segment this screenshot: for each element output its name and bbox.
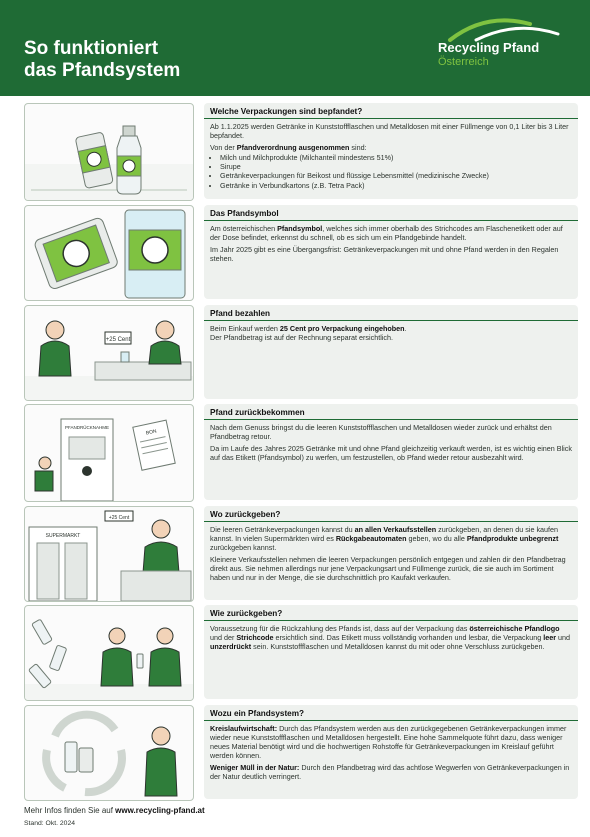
text: und (556, 633, 571, 643)
text: zurückgeben, an denen du sie kaufen kannst. In vielen Supermärkten wird es (210, 525, 559, 544)
text: Am österreichischen (210, 224, 278, 233)
section-heading: Wozu ein Pfandsystem? (204, 705, 578, 721)
paragraph (210, 143, 572, 152)
handover-illustration (24, 605, 194, 701)
paragraph (210, 724, 572, 760)
panel-wie-zurueckgeben (204, 605, 578, 699)
text: zurückgeben kannst. (210, 543, 277, 553)
list-item: • Getränke in Verbundkartons (z.B. Tetra Pack) (220, 181, 572, 190)
section-heading: Das Pfandsymbol (204, 205, 578, 221)
text: geben, wo du alle (406, 534, 467, 544)
paragraph (210, 763, 572, 781)
recycling-cycle-illustration (24, 705, 194, 801)
bold-text: Pfandsymbol (277, 224, 323, 233)
section-heading: Wo zurückgeben? (204, 506, 578, 522)
section-heading: Wie zurückgeben? (204, 605, 578, 621)
text: Von der (210, 143, 237, 153)
bold-text: an allen Verkaufsstellen (354, 525, 437, 534)
title-line-1: So funktioniert (24, 38, 159, 59)
pfandsymbol-illustration (24, 205, 194, 301)
bold-text: Pfandprodukte unbegrenzt (466, 534, 559, 544)
bold-text: 25 Cent pro Verpackung eingehoben (279, 324, 405, 333)
paragraph (210, 624, 572, 651)
store-illustration (24, 506, 194, 602)
panel-bepfandet (204, 103, 578, 199)
header-banner (0, 0, 590, 96)
text: Voraussetzung für die Rückzahlung des Pfands ist, dass auf der Verpackung das (210, 624, 470, 633)
checkout-illustration (24, 305, 194, 401)
text: sein. Kunststoffflaschen und Metalldosen kannst du mit oder ohne Verschluss zurückgeben. (251, 642, 545, 652)
exception-list (210, 153, 572, 189)
list-item: • Getränkeverpackungen für Beikost und flüssige Lebensmittel (medizinische Zwecke) (220, 171, 572, 180)
recycling-pfand-logo (438, 18, 568, 82)
page-title (24, 38, 264, 82)
list-item: • Sirupe (220, 162, 572, 171)
store-sign: SUPERMARKT (45, 533, 81, 539)
section-heading: Welche Verpackungen sind bepfandet? (204, 103, 578, 119)
text: Die leeren Getränkeverpackungen kannst du (210, 525, 355, 534)
bold-text: leer (543, 633, 557, 643)
panel-wo-zurueckgeben (204, 506, 578, 600)
footer-text: Mehr Infos finden Sie auf (24, 806, 116, 815)
list-item: • Milch und Milchprodukte (Milchanteil mindestens 51%) (220, 153, 572, 162)
bold-text: Rückgabeautomaten (335, 534, 407, 544)
paragraph: Da im Laufe des Jahres 2025 Getränke mit und ohne Pfand gleichzeitig verkauft werden, ist es wichtig einen Blick auf das Etikett (Pfandsymbol) zu werfen, um festzustellen, ob Pfand wieder retour ausbezahlt wird. (210, 444, 572, 463)
bold-text: Kreislaufwirtschaft: (210, 724, 278, 733)
paragraph: Im Jahr 2025 gibt es eine Übergangsfrist: Getränkeverpackungen mit und ohne Pfand werden in den Regalen stehen. (210, 245, 559, 264)
text: Beim Einkauf werden (210, 324, 280, 333)
bold-text: Pfandverordnung ausgenommen (236, 143, 350, 153)
date-stamp: Stand: Okt. 2024 (24, 820, 76, 827)
bold-text: Weniger Müll in der Natur: (210, 763, 300, 773)
machine-label: PFANDRÜCKNAHME (64, 425, 110, 430)
text: ersichtlich sind. Das Etikett muss vollständig vorhanden und lesbar, die Verpackung (273, 633, 544, 643)
logo-text: Recycling Pfand (438, 40, 540, 55)
panel-pfandsymbol (204, 205, 578, 299)
text: und der (210, 633, 237, 643)
paragraph (210, 224, 572, 242)
panel-pfand-bezahlen (204, 305, 578, 399)
bold-text: Strichcode (236, 633, 274, 643)
paragraph (210, 525, 572, 552)
bold-text: österreichische Pfandlogo (469, 624, 560, 633)
logo-subtext: Österreich (438, 56, 489, 68)
bottle-can-illustration (24, 103, 194, 201)
bold-text: unzerdrückt (210, 642, 252, 652)
paragraph: Nach dem Genuss bringst du die leeren Kunststoffflaschen und Metalldosen wieder zurück und erhältst den Pfandbetrag retour. (210, 423, 552, 442)
title-line-2: das Pfandsystem (24, 60, 181, 81)
panel-pfand-zurueck (204, 404, 578, 500)
paragraph (210, 324, 572, 333)
logo-arc-icon (446, 18, 566, 42)
panel-wozu-pfandsystem (204, 705, 578, 799)
text: Durch das Pfandsystem werden aus den zurückgegebenen Getränkeverpackungen immer wieder neue Kunststoffflaschen und Metalldosen hergestellt. Eine hohe Sammelquote führt dazu, dass weniger neues Material benötigt wird und die hochwertigen Rohstoffe für Getränkeverpackungen im Kreislauf geführt werden können. (210, 724, 567, 761)
receipt-label: BON (145, 428, 158, 437)
paragraph: Ab 1.1.2025 werden Getränke in Kunststoffflaschen und Metalldosen mit einer Füllmenge von 0,1 Liter bis 3 Liter bepfandet. (210, 122, 569, 141)
text: . (404, 324, 407, 333)
paragraph: Der Pfandbetrag ist auf der Rechnung separat ersichtlich. (210, 333, 393, 343)
footer-info (24, 806, 205, 815)
website-link[interactable]: www.recycling-pfand.at (115, 806, 205, 815)
price-tag-label: +25 Cent (105, 337, 131, 343)
text: Durch den Pfandbetrag wird das achtlose Wegwerfen von Getränkeverpackungen in der Natur deutlich verringert. (210, 763, 570, 782)
section-heading: Pfand bezahlen (204, 305, 578, 321)
text: sind: (349, 143, 367, 153)
paragraph: Kleinere Verkaufsstellen nehmen die leeren Verpackungen persönlich entgegen und zahlen dir den Pfandbetrag direkt aus. Sie nehmen allerdings nur jene Verpackungsart und Füllmenge zurück, die sie auch im Sortiment haben und nur in der Menge, die sie durchschnittlich pro Kaufakt verkaufen. (210, 555, 566, 583)
return-machine-illustration (24, 404, 194, 502)
section-heading: Pfand zurückbekommen (204, 404, 578, 420)
text: , welches sich immer oberhalb des Strichcodes am Flaschenetikett oder auf der Dose befindet, erkennst du schnell, ob es sich um ein Pfandgebinde handelt. (210, 224, 563, 243)
price-sign: +25 Cent (108, 515, 130, 521)
